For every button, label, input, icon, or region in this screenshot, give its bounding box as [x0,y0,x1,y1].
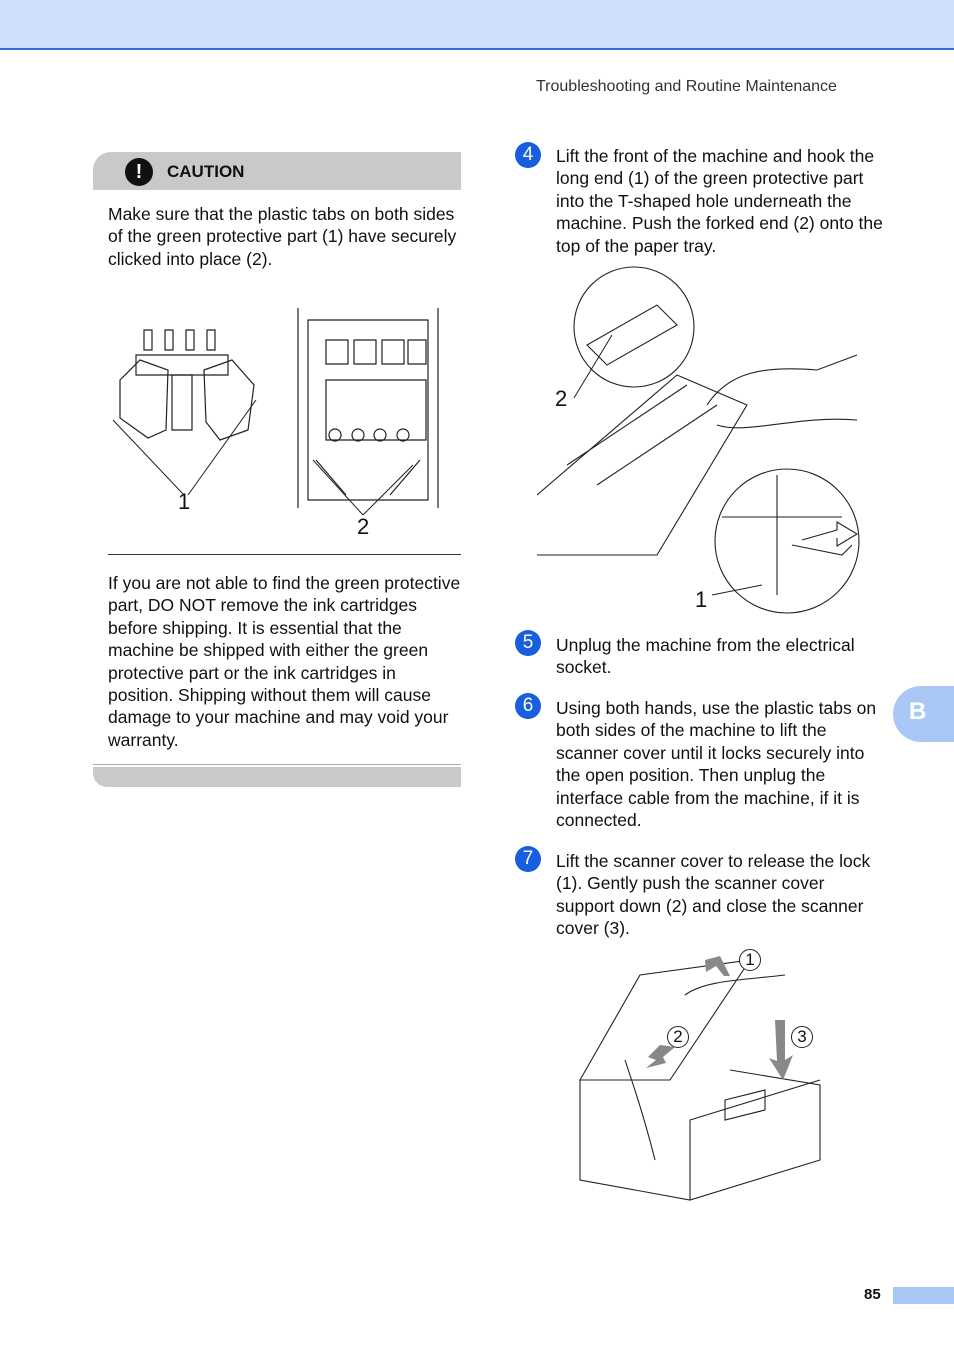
protective-part-illustration [108,300,460,545]
step-number-6: 6 [515,693,541,719]
caution-text-1: Make sure that the plastic tabs on both sides of the green protective part (1) have securely clicked into place (2). [108,204,457,269]
appendix-side-tab [893,686,954,742]
top-header-band [0,0,954,50]
figure-callout-1: 1 [178,489,191,514]
step7-callout-1: 1 [739,949,761,971]
page-number-bar [893,1287,954,1304]
divider-rule [108,554,461,555]
step-text-7: Lift the scanner cover to release the lock (1). Gently push the scanner cover support down (2) and close the scanner cover (3). [556,851,871,939]
running-header: Troubleshooting and Routine Maintenance [536,78,837,95]
step7-callout-2: 2 [667,1026,689,1048]
caution-end-line [93,764,461,765]
caution-label: CAUTION [167,162,245,181]
step7-callout-3: 3 [791,1026,813,1048]
step4-callout-1: 1 [695,587,708,612]
caution-text-2: If you are not able to find the green protective part, DO NOT remove the ink cartridges before shipping. It is essential that the machine be shipped with either the green protective part or the ink cartridges in position. Shipping without them will cause damage to your machine and may void your warranty. [108,573,461,750]
caution-bar [93,152,461,190]
step-4-illustration [537,265,862,620]
step-number-7: 7 [515,846,541,872]
step4-callout-2: 2 [555,386,568,411]
step-number-5: 5 [515,630,541,656]
step-text-6: Using both hands, use the plastic tabs on both sides of the machine to lift the scanner cover until it locks securely into the open position. Then unplug the interface cable from the machine, if it is connected. [556,698,877,831]
step-number-4: 4 [515,142,541,168]
page-number: 85 [864,1286,881,1303]
step-text-5: Unplug the machine from the electrical socket. [556,635,855,678]
step-text-4: Lift the front of the machine and hook the long end (1) of the green protective part into the T-shaped hole underneath the machine. Push the forked end (2) onto the top of the paper tray. [556,146,883,256]
caution-end-bar [93,767,461,787]
side-tab-label: B [909,698,927,725]
step-7-illustration [575,950,825,1205]
figure-callout-2: 2 [357,514,370,539]
exclamation-icon: ! [125,158,153,186]
